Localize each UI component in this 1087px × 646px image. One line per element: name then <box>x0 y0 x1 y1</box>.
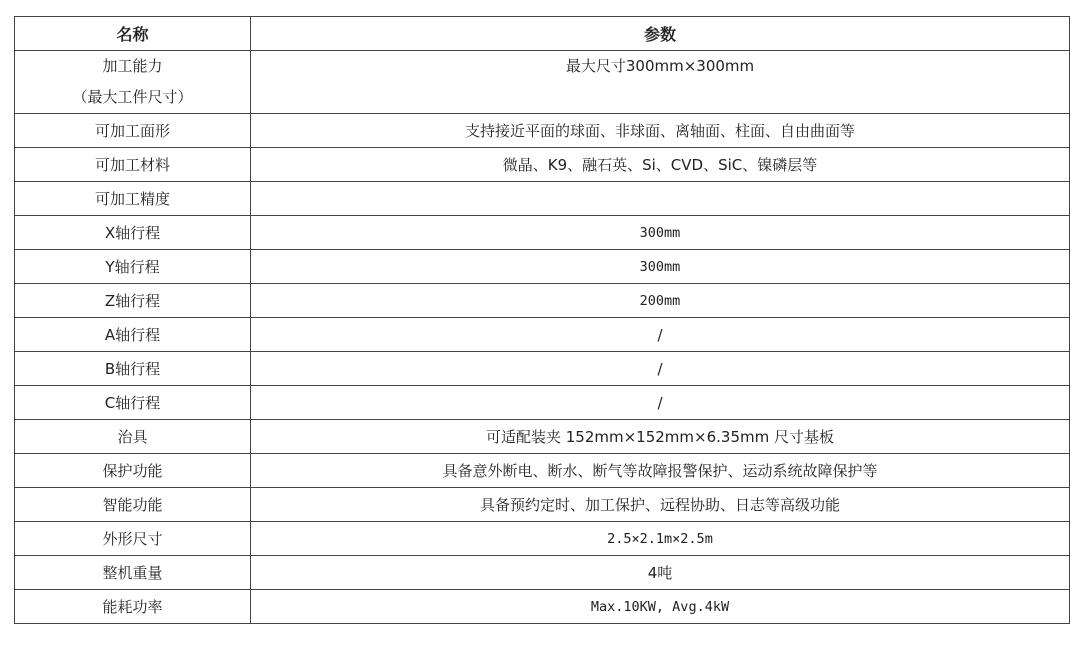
table-row-capacity <box>15 51 1070 114</box>
row-value: 4吨 <box>251 556 1070 590</box>
row-name-line1: 加工能力 <box>102 57 163 75</box>
row-value: 具备预约定时、加工保护、远程协助、日志等高级功能 <box>251 488 1070 522</box>
table-row <box>15 216 1070 250</box>
row-value: 300mm <box>251 216 1070 250</box>
row-value: 微晶、K9、融石英、Si、CVD、SiC、镍磷层等 <box>251 148 1070 182</box>
table-row <box>15 488 1070 522</box>
row-name-cell <box>15 51 251 114</box>
table-header-row <box>15 17 1070 51</box>
row-name: 治具 <box>15 420 251 454</box>
table-row <box>15 556 1070 590</box>
row-value-cell <box>251 51 1070 114</box>
row-value: / <box>251 352 1070 386</box>
row-value <box>251 182 1070 216</box>
row-value: 200mm <box>251 284 1070 318</box>
spec-table <box>14 16 1070 624</box>
table-row <box>15 522 1070 556</box>
row-value: / <box>251 318 1070 352</box>
table-row <box>15 284 1070 318</box>
row-value: 支持接近平面的球面、非球面、离轴面、柱面、自由曲面等 <box>251 114 1070 148</box>
row-name-line2: （最大工件尺寸） <box>72 88 193 106</box>
row-name: 智能功能 <box>15 488 251 522</box>
table-row <box>15 318 1070 352</box>
table-row <box>15 454 1070 488</box>
row-name: 可加工材料 <box>15 148 251 182</box>
table-row <box>15 590 1070 624</box>
row-name: X轴行程 <box>15 216 251 250</box>
row-value: 具备意外断电、断水、断气等故障报警保护、运动系统故障保护等 <box>251 454 1070 488</box>
row-name: 整机重量 <box>15 556 251 590</box>
row-value: 2.5×2.1m×2.5m <box>251 522 1070 556</box>
row-value: 可适配装夹 152mm×152mm×6.35mm 尺寸基板 <box>251 420 1070 454</box>
row-name: Z轴行程 <box>15 284 251 318</box>
row-name: 可加工精度 <box>15 182 251 216</box>
row-value: 最大尺寸300mm×300mm <box>565 57 755 75</box>
table-row <box>15 420 1070 454</box>
table-row <box>15 148 1070 182</box>
row-value: 300mm <box>251 250 1070 284</box>
row-value: / <box>251 386 1070 420</box>
row-name: 保护功能 <box>15 454 251 488</box>
row-name: Y轴行程 <box>15 250 251 284</box>
table-row <box>15 250 1070 284</box>
row-name: C轴行程 <box>15 386 251 420</box>
header-param: 参数 <box>251 17 1070 51</box>
row-name: 能耗功率 <box>15 590 251 624</box>
table-row <box>15 386 1070 420</box>
table-row <box>15 352 1070 386</box>
table-row <box>15 182 1070 216</box>
table-row <box>15 114 1070 148</box>
row-name: 外形尺寸 <box>15 522 251 556</box>
row-name: B轴行程 <box>15 352 251 386</box>
header-name: 名称 <box>15 17 251 51</box>
row-name: 可加工面形 <box>15 114 251 148</box>
row-name: A轴行程 <box>15 318 251 352</box>
row-value: Max.10KW, Avg.4kW <box>251 590 1070 624</box>
